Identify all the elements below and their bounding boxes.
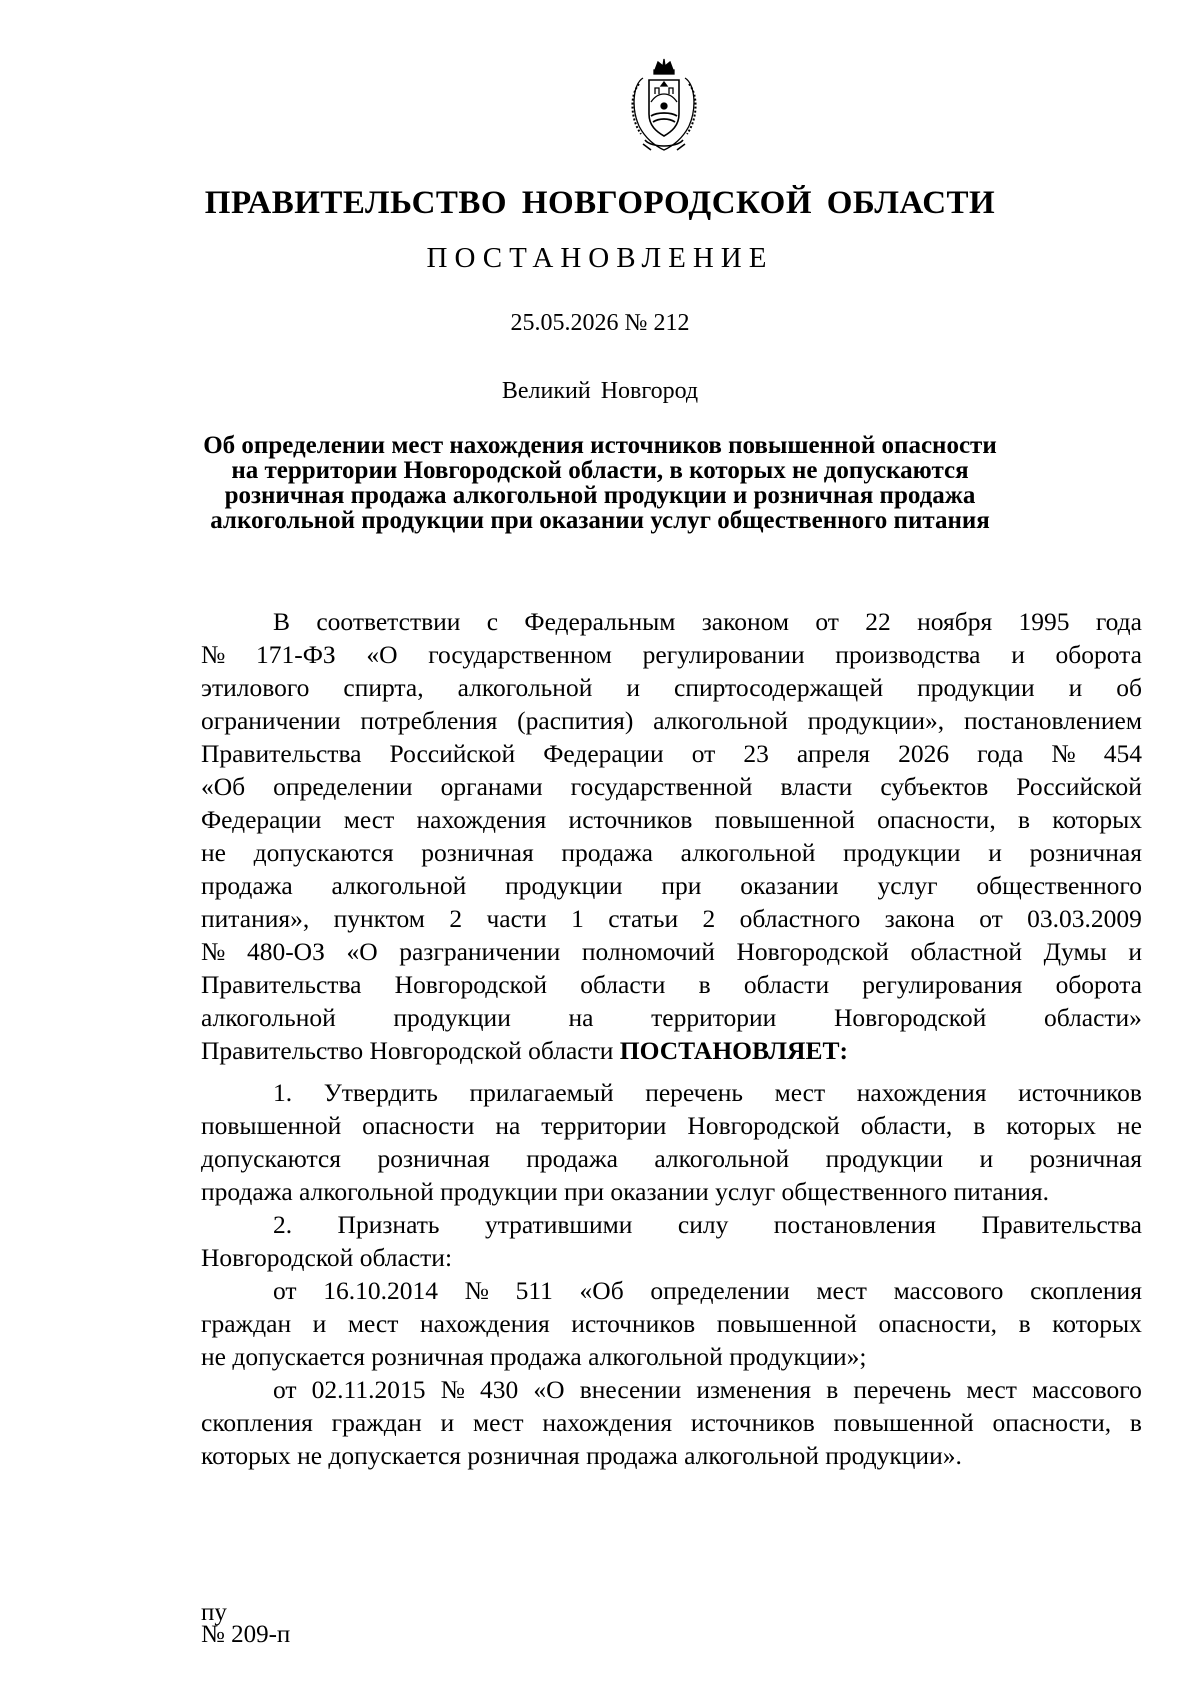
document-footer (201, 1599, 291, 1648)
repeal2-line: которых не допускается розничная продажа алкогольной продукции». (201, 1441, 962, 1470)
item1-line: допускаются розничная продажа алкогольной продукции и розничная (201, 1144, 1142, 1173)
preamble-line: ограничении потребления (распития) алкогольной продукции», постановлением (201, 706, 1142, 735)
subject-line: алкогольной продукции при оказании услуг общественного питания (210, 507, 990, 534)
paragraph-gap (201, 1067, 1142, 1076)
repeal2-line: скопления граждан и мест нахождения источников повышенной опасности, в (201, 1408, 1142, 1437)
preamble-line: № 480-ОЗ «О разграничении полномочий Новгородской областной Думы и (201, 937, 1142, 966)
document-subject (120, 433, 1080, 533)
organization-title: ПРАВИТЕЛЬСТВО НОВГОРОДСКОЙ ОБЛАСТИ (204, 185, 996, 221)
resolves-word: ПОСТАНОВЛЯЕТ: (619, 1036, 848, 1065)
preamble-last-line (201, 1034, 1142, 1067)
document-date-number: 25.05.2026 № 212 (510, 310, 690, 336)
repeal1-line: не допускается розничная продажа алкогольной продукции»; (201, 1342, 867, 1371)
preamble-line: «Об определении органами государственной власти субъектов Российской (201, 772, 1142, 801)
preamble-line: этилового спирта, алкогольной и спиртосодержащей продукции и об (201, 673, 1142, 702)
item2-line: Новгородской области: (201, 1243, 453, 1272)
item2-line: 2. Признать утратившими силу постановления Правительства (273, 1210, 1142, 1239)
item1-line: повышенной опасности на территории Новгородской области, в которых не (201, 1111, 1142, 1140)
preamble-line: Правительства Новгородской области в области регулирования оборота (201, 970, 1142, 999)
repeal1-line: от 16.10.2014 № 511 «Об определении мест массового скопления (273, 1276, 1142, 1305)
item1-line: продажа алкогольной продукции при оказании услуг общественного питания. (201, 1177, 1049, 1206)
subject-line: на территории Новгородской области, в которых не допускаются (231, 457, 969, 484)
subject-line: розничная продажа алкогольной продукции и розничная продажа (224, 482, 976, 509)
preamble-line: Правительства Российской Федерации от 23 апреля 2026 года № 454 (201, 739, 1142, 768)
preamble-line: № 171-ФЗ «О государственном регулировании производства и оборота (201, 640, 1142, 669)
footer-number: № 209-п (201, 1621, 291, 1648)
preamble-line: питания», пунктом 2 части 1 статьи 2 областного закона от 03.03.2009 (201, 904, 1142, 933)
coat-of-arms-icon (625, 56, 702, 156)
preamble-last-text: Правительство Новгородской области (201, 1036, 614, 1065)
document-body (201, 605, 1142, 1472)
document-type: ПОСТАНОВЛЕНИЕ (426, 242, 774, 274)
preamble-line: Федерации мест нахождения источников повышенной опасности, в которых (201, 805, 1142, 834)
repeal1-line: граждан и мест нахождения источников повышенной опасности, в которых (201, 1309, 1142, 1338)
repeal2-line: от 02.11.2015 № 430 «О внесении изменения в перечень мест массового (273, 1375, 1142, 1404)
item1-line: 1. Утвердить прилагаемый перечень мест нахождения источников (273, 1078, 1142, 1107)
preamble-line: алкогольной продукции на территории Новгородской области» (201, 1003, 1142, 1032)
footer-code: пу (201, 1599, 227, 1626)
preamble-line: продажа алкогольной продукции при оказании услуг общественного (201, 871, 1142, 900)
document-city: Великий Новгород (501, 378, 699, 404)
preamble-line: не допускаются розничная продажа алкогольной продукции и розничная (201, 838, 1142, 867)
subject-line: Об определении мест нахождения источников повышенной опасности (203, 432, 997, 459)
preamble-line: В соответствии с Федеральным законом от 22 ноября 1995 года (273, 607, 1142, 636)
